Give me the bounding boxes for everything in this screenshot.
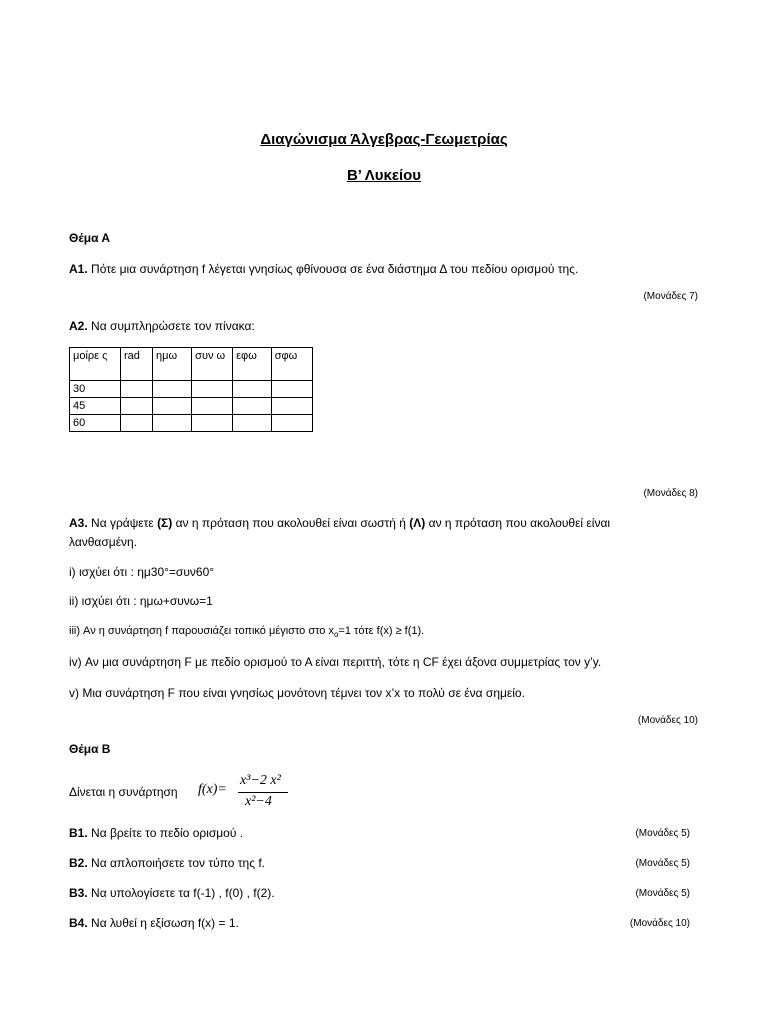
trig-header-sin: ημω — [152, 348, 191, 381]
question-b4-text: Να λυθεί η εξίσωση f(x) = 1. — [87, 916, 239, 930]
statement-i: i) ισχύει ότι : ημ30°=συν60° — [69, 565, 215, 579]
question-a3-text4: λανθασμένη. — [69, 535, 138, 549]
table-cell[interactable] — [192, 398, 233, 415]
false-marker: (Λ) — [409, 516, 426, 530]
trig-row-30: 30 — [70, 381, 121, 398]
function-name: f(x)= — [198, 782, 227, 797]
trig-header-tan: εφω — [233, 348, 272, 381]
trig-table-header-row — [70, 348, 313, 381]
exam-title: Διαγώνισμα Άλγεβρας-Γεωμετρίας — [260, 131, 508, 148]
question-b3-text: Να υπολογίσετε τα f(-1) , f(0) , f(2). — [87, 886, 275, 900]
question-b3-points: (Μονάδες 5) — [635, 888, 690, 899]
function-given: Δίνεται η συνάρτηση — [69, 785, 178, 799]
table-cell[interactable] — [192, 415, 233, 432]
trig-table — [69, 347, 313, 432]
theme-b-heading: Θέμα Β — [69, 742, 111, 756]
question-b1-label: Β1. — [69, 826, 88, 840]
question-a3-text3: αν η πρόταση που ακολουθεί είναι — [425, 516, 611, 530]
question-b4 — [69, 916, 239, 930]
question-a1-label: Α1. — [69, 262, 88, 276]
table-cell[interactable] — [233, 381, 272, 398]
statement-v: v) Μια συνάρτηση F που είναι γνησίως μονότονη τέμνει τον x’x το πολύ σε ένα σημείο. — [69, 686, 525, 700]
question-b4-points: (Μονάδες 10) — [629, 918, 690, 929]
question-a1-text: Πότε μια συνάρτηση f λέγεται γνησίως φθίνουσα σε ένα διάστημα Δ του πεδίου ορισμού της. — [87, 262, 579, 276]
question-b4-label: Β4. — [69, 916, 88, 930]
question-a3-points: (Μονάδες 10) — [637, 715, 698, 726]
statement-ii: ii) ισχύει ότι : ημω+συνω=1 — [69, 594, 213, 608]
question-a1-points: (Μονάδες 7) — [643, 291, 698, 302]
question-b2-text: Να απλοποιήσετε τον τύπο της f. — [87, 856, 265, 870]
question-a2-points: (Μονάδες 8) — [643, 488, 698, 499]
question-a2 — [69, 319, 255, 333]
question-a3-text1: Να γράψετε — [87, 516, 158, 530]
table-cell[interactable] — [121, 381, 153, 398]
function-denominator: x²−4 — [245, 794, 272, 809]
question-a1 — [69, 262, 578, 276]
trig-row-60: 60 — [70, 415, 121, 432]
trig-header-degrees: μοίρε ς — [70, 348, 121, 381]
question-b1-text: Να βρείτε το πεδίο ορισμού . — [87, 826, 244, 840]
theme-a-heading: Θέμα Α — [69, 231, 111, 245]
table-cell[interactable] — [152, 381, 191, 398]
trig-header-cot: σφω — [271, 348, 312, 381]
question-b2-label: Β2. — [69, 856, 88, 870]
table-cell[interactable] — [271, 415, 312, 432]
statement-iv: iv) Αν μια συνάρτηση F με πεδίο ορισμού το Α είναι περιττή, τότε η CF έχει άξονα συμμετρίας τον y’y. — [69, 655, 602, 669]
question-b2-points: (Μονάδες 5) — [635, 858, 690, 869]
trig-header-cos: συν ω — [192, 348, 233, 381]
table-cell[interactable] — [271, 398, 312, 415]
exam-class: Β’ Λυκείου — [346, 167, 422, 184]
question-b3 — [69, 886, 275, 900]
question-b3-label: Β3. — [69, 886, 88, 900]
question-a3-text2: αν η πρόταση που ακολουθεί είναι σωστή ή — [172, 516, 410, 530]
table-row — [70, 381, 313, 398]
table-cell[interactable] — [121, 398, 153, 415]
table-cell[interactable] — [192, 381, 233, 398]
statement-iii — [69, 625, 424, 639]
statement-iii-a: iii) Αν η συνάρτηση f παρουσιάζει τοπικό μέγιστο στο x — [69, 625, 334, 637]
table-cell[interactable] — [121, 415, 153, 432]
question-a3 — [69, 516, 610, 530]
table-row — [70, 415, 313, 432]
question-b1-points: (Μονάδες 5) — [635, 828, 690, 839]
question-b2 — [69, 856, 265, 870]
table-cell[interactable] — [152, 415, 191, 432]
table-row — [70, 398, 313, 415]
true-marker: (Σ) — [157, 516, 173, 530]
question-a2-text: Να συμπληρώσετε τον πίνακα: — [87, 319, 255, 333]
trig-row-45: 45 — [70, 398, 121, 415]
fraction-bar — [238, 792, 288, 793]
table-cell[interactable] — [233, 398, 272, 415]
table-cell[interactable] — [271, 381, 312, 398]
question-a2-label: Α2. — [69, 319, 88, 333]
table-cell[interactable] — [152, 398, 191, 415]
statement-iii-b: =1 τότε f(x) ≥ f(1). — [338, 625, 425, 637]
statement-iii-sub: o — [333, 630, 339, 640]
table-cell[interactable] — [233, 415, 272, 432]
question-a3-label: Α3. — [69, 516, 88, 530]
function-numerator: x³−2 x² — [240, 773, 281, 788]
question-b1 — [69, 826, 243, 840]
trig-header-rad: rad — [121, 348, 153, 381]
